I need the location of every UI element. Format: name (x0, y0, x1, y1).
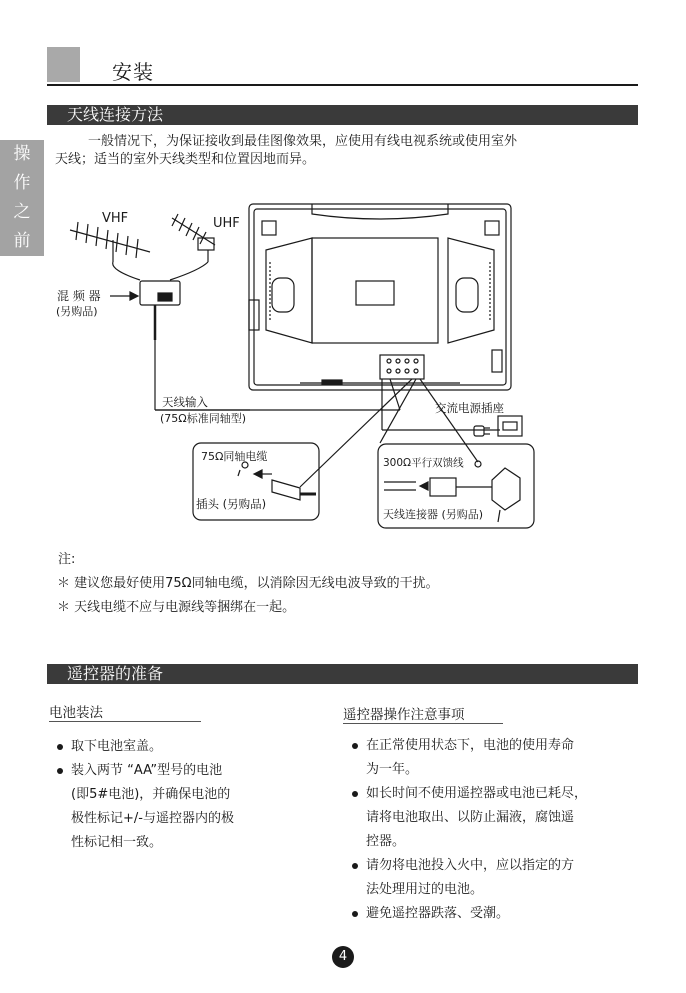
antenna-input-note: (75Ω标准同轴型) (160, 412, 246, 425)
page-title: 安装 (112, 60, 154, 84)
plug-label: 插头 (另购品) (196, 497, 267, 511)
uhf-antenna-icon (170, 214, 215, 280)
tv-rear-icon (249, 204, 511, 390)
side-tab-char: 作 (13, 173, 31, 193)
ac-socket-label: 交流电源插座 (435, 401, 504, 415)
antenna-input-label: 天线输入 (162, 395, 208, 409)
note-item: ＊ 建议您最好使用75Ω同轴电缆，以消除因无线电波导致的干扰。 (57, 576, 439, 591)
intro-line-2: 天线；适当的室外天线类型和位置因地而异。 (55, 152, 316, 167)
cautions-title: 遥控器操作注意事项 (343, 707, 465, 723)
vhf-antenna-icon (70, 222, 150, 280)
mixer-label: 混 频 器 (57, 289, 101, 303)
mixer-icon (140, 281, 250, 410)
header-gray-block (47, 47, 80, 82)
remote-section-bar (47, 664, 638, 684)
list-item: 装入两节 “AA”型号的电池 (即5#电池)，并确保电池的 极性标记+/-与遥控器内的极 性标记相一致。 (57, 759, 297, 855)
antenna-section-bar (47, 105, 638, 125)
title-rule (47, 84, 638, 86)
coax-cable-label: 75Ω同轴电缆 (201, 450, 268, 463)
intro-line-1: 一般情况下，为保证接收到最佳图像效果，应使用有线电视系统或使用室外 (88, 134, 518, 149)
page-number: 4 (332, 946, 354, 968)
connector-label: 天线连接器 (另购品) (383, 508, 484, 521)
remote-section-heading: 遥控器的准备 (47, 664, 163, 684)
list-item: 请勿将电池投入火中，应以指定的方 法处理用过的电池。 (352, 854, 652, 902)
side-tab-char: 前 (13, 231, 31, 251)
list-item: 如长时间不使用遥控器或电池已耗尽， 请将电池取出、以防止漏液，腐蚀遥 控器。 (352, 782, 652, 854)
battery-title: 电池装法 (49, 705, 103, 721)
battery-title-rule (49, 721, 201, 722)
list-item: 在正常使用状态下，电池的使用寿命 为一年。 (352, 734, 652, 782)
coax-plug-icon (238, 462, 316, 500)
notes-label: 注: (58, 552, 76, 567)
uhf-label: UHF (213, 216, 240, 231)
ac-socket-icon (474, 416, 522, 436)
list-item: 取下电池室盖。 (57, 735, 297, 759)
vhf-label: VHF (102, 211, 129, 226)
antenna-connection-diagram (0, 190, 686, 530)
antenna-section-heading: 天线连接方法 (47, 105, 163, 125)
note-item: ＊ 天线电缆不应与电源线等捆绑在一起。 (57, 600, 296, 615)
cautions-title-rule (343, 723, 503, 724)
mixer-note: (另购品) (56, 305, 98, 318)
list-item: 避免遥控器跌落、受潮。 (352, 902, 652, 926)
battery-list (57, 735, 297, 855)
side-tab-char: 操 (13, 144, 31, 164)
side-tab-char: 之 (13, 202, 31, 222)
cautions-list (352, 734, 652, 926)
twin-lead-label: 300Ω平行双馈线 (383, 457, 464, 469)
